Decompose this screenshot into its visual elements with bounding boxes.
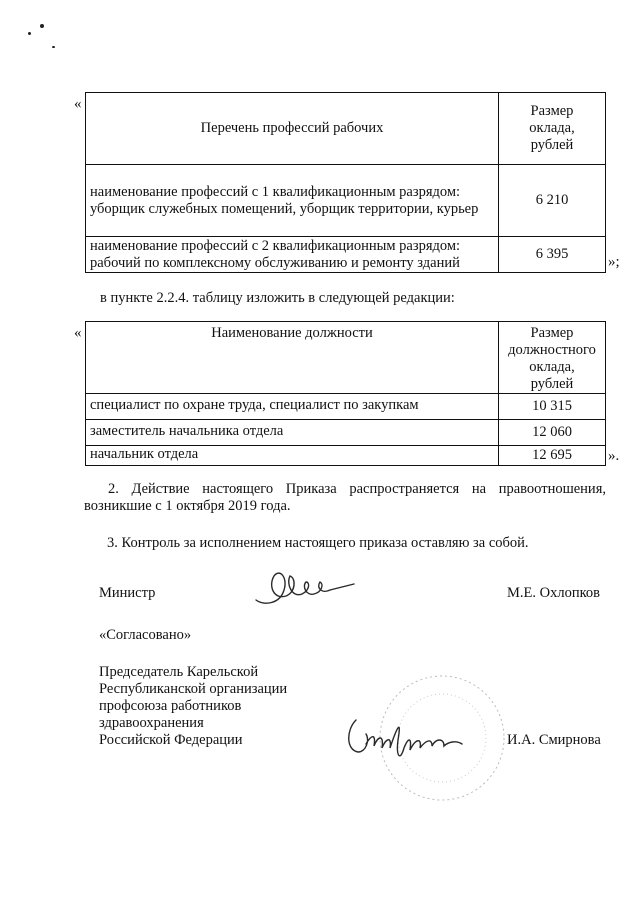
header-salary-line: Размер <box>530 103 574 119</box>
row-text <box>86 165 499 237</box>
row-value: 12 060 <box>499 420 606 446</box>
row-text: специалист по охране труда, специалист по закупкам <box>86 394 499 420</box>
header-salary-line: Размер <box>530 325 574 341</box>
row-text-line: наименование профессий с 1 квалификационным разрядом: <box>90 183 461 200</box>
agreed-label: «Согласовано» <box>99 627 192 643</box>
minister-signature <box>250 560 360 610</box>
table-header-row <box>86 322 606 394</box>
row-value: 10 315 <box>499 394 606 420</box>
table-row <box>86 394 606 420</box>
table-row <box>86 420 606 446</box>
intro-2-2-4: в пункте 2.2.4. таблицу изложить в следующей редакции: <box>100 290 455 306</box>
header-salary-line: оклада, <box>529 359 575 375</box>
row-text-line: наименование профессий с 2 квалификационным разрядом: <box>90 237 461 254</box>
table1-close-mark: »; <box>608 254 620 270</box>
table2-close-mark: ». <box>608 448 620 464</box>
table1-open-quote: « <box>74 96 82 112</box>
header-salary-line: рублей <box>530 137 574 153</box>
professions-table <box>85 92 606 273</box>
chair-signature <box>340 700 470 770</box>
row-text: заместитель начальника отдела <box>86 420 499 446</box>
header-salary-line: рублей <box>530 376 574 392</box>
table-header-row <box>86 93 606 165</box>
header-salary <box>499 322 606 394</box>
scan-speck <box>28 32 31 35</box>
table-row <box>86 165 606 237</box>
chair-title-line: профсоюза работников <box>99 698 242 714</box>
paragraph-2-line: возникшие с 1 октября 2019 года. <box>84 498 291 514</box>
chair-title-line: Республиканской организации <box>99 681 288 697</box>
paragraph-2 <box>84 481 606 515</box>
header-position: Наименование должности <box>86 322 499 394</box>
minister-title: Министр <box>99 585 156 601</box>
table2-open-quote: « <box>74 325 82 341</box>
header-salary-line: оклада, <box>529 120 575 136</box>
paragraph-3: 3. Контроль за исполнением настоящего приказа оставляю за собой. <box>107 535 529 551</box>
chair-name: И.А. Смирнова <box>507 732 601 748</box>
chair-title-line: Председатель Карельской <box>99 664 259 680</box>
scan-speck <box>40 24 44 28</box>
row-value: 12 695 <box>499 446 606 466</box>
minister-name: М.Е. Охлопков <box>507 585 600 601</box>
row-text <box>86 237 499 273</box>
paragraph-2-line: 2. Действие настоящего Приказа распространяется на правоотношения, <box>108 481 606 497</box>
table-row <box>86 237 606 273</box>
chair-title <box>99 664 287 749</box>
chair-title-line: здравоохранения <box>99 715 204 731</box>
table-row <box>86 446 606 466</box>
row-text-line: уборщик служебных помещений, уборщик территории, курьер <box>90 200 479 217</box>
row-value: 6 395 <box>499 237 606 273</box>
header-professions: Перечень профессий рабочих <box>86 93 499 165</box>
header-salary-line: должностного <box>508 342 596 358</box>
positions-table <box>85 321 606 466</box>
row-text: начальник отдела <box>86 446 499 466</box>
chair-title-line: Российской Федерации <box>99 732 243 748</box>
scan-speck <box>52 46 55 48</box>
row-text-line: рабочий по комплексному обслуживанию и ремонту зданий <box>90 254 460 271</box>
header-salary <box>499 93 606 165</box>
row-value: 6 210 <box>499 165 606 237</box>
